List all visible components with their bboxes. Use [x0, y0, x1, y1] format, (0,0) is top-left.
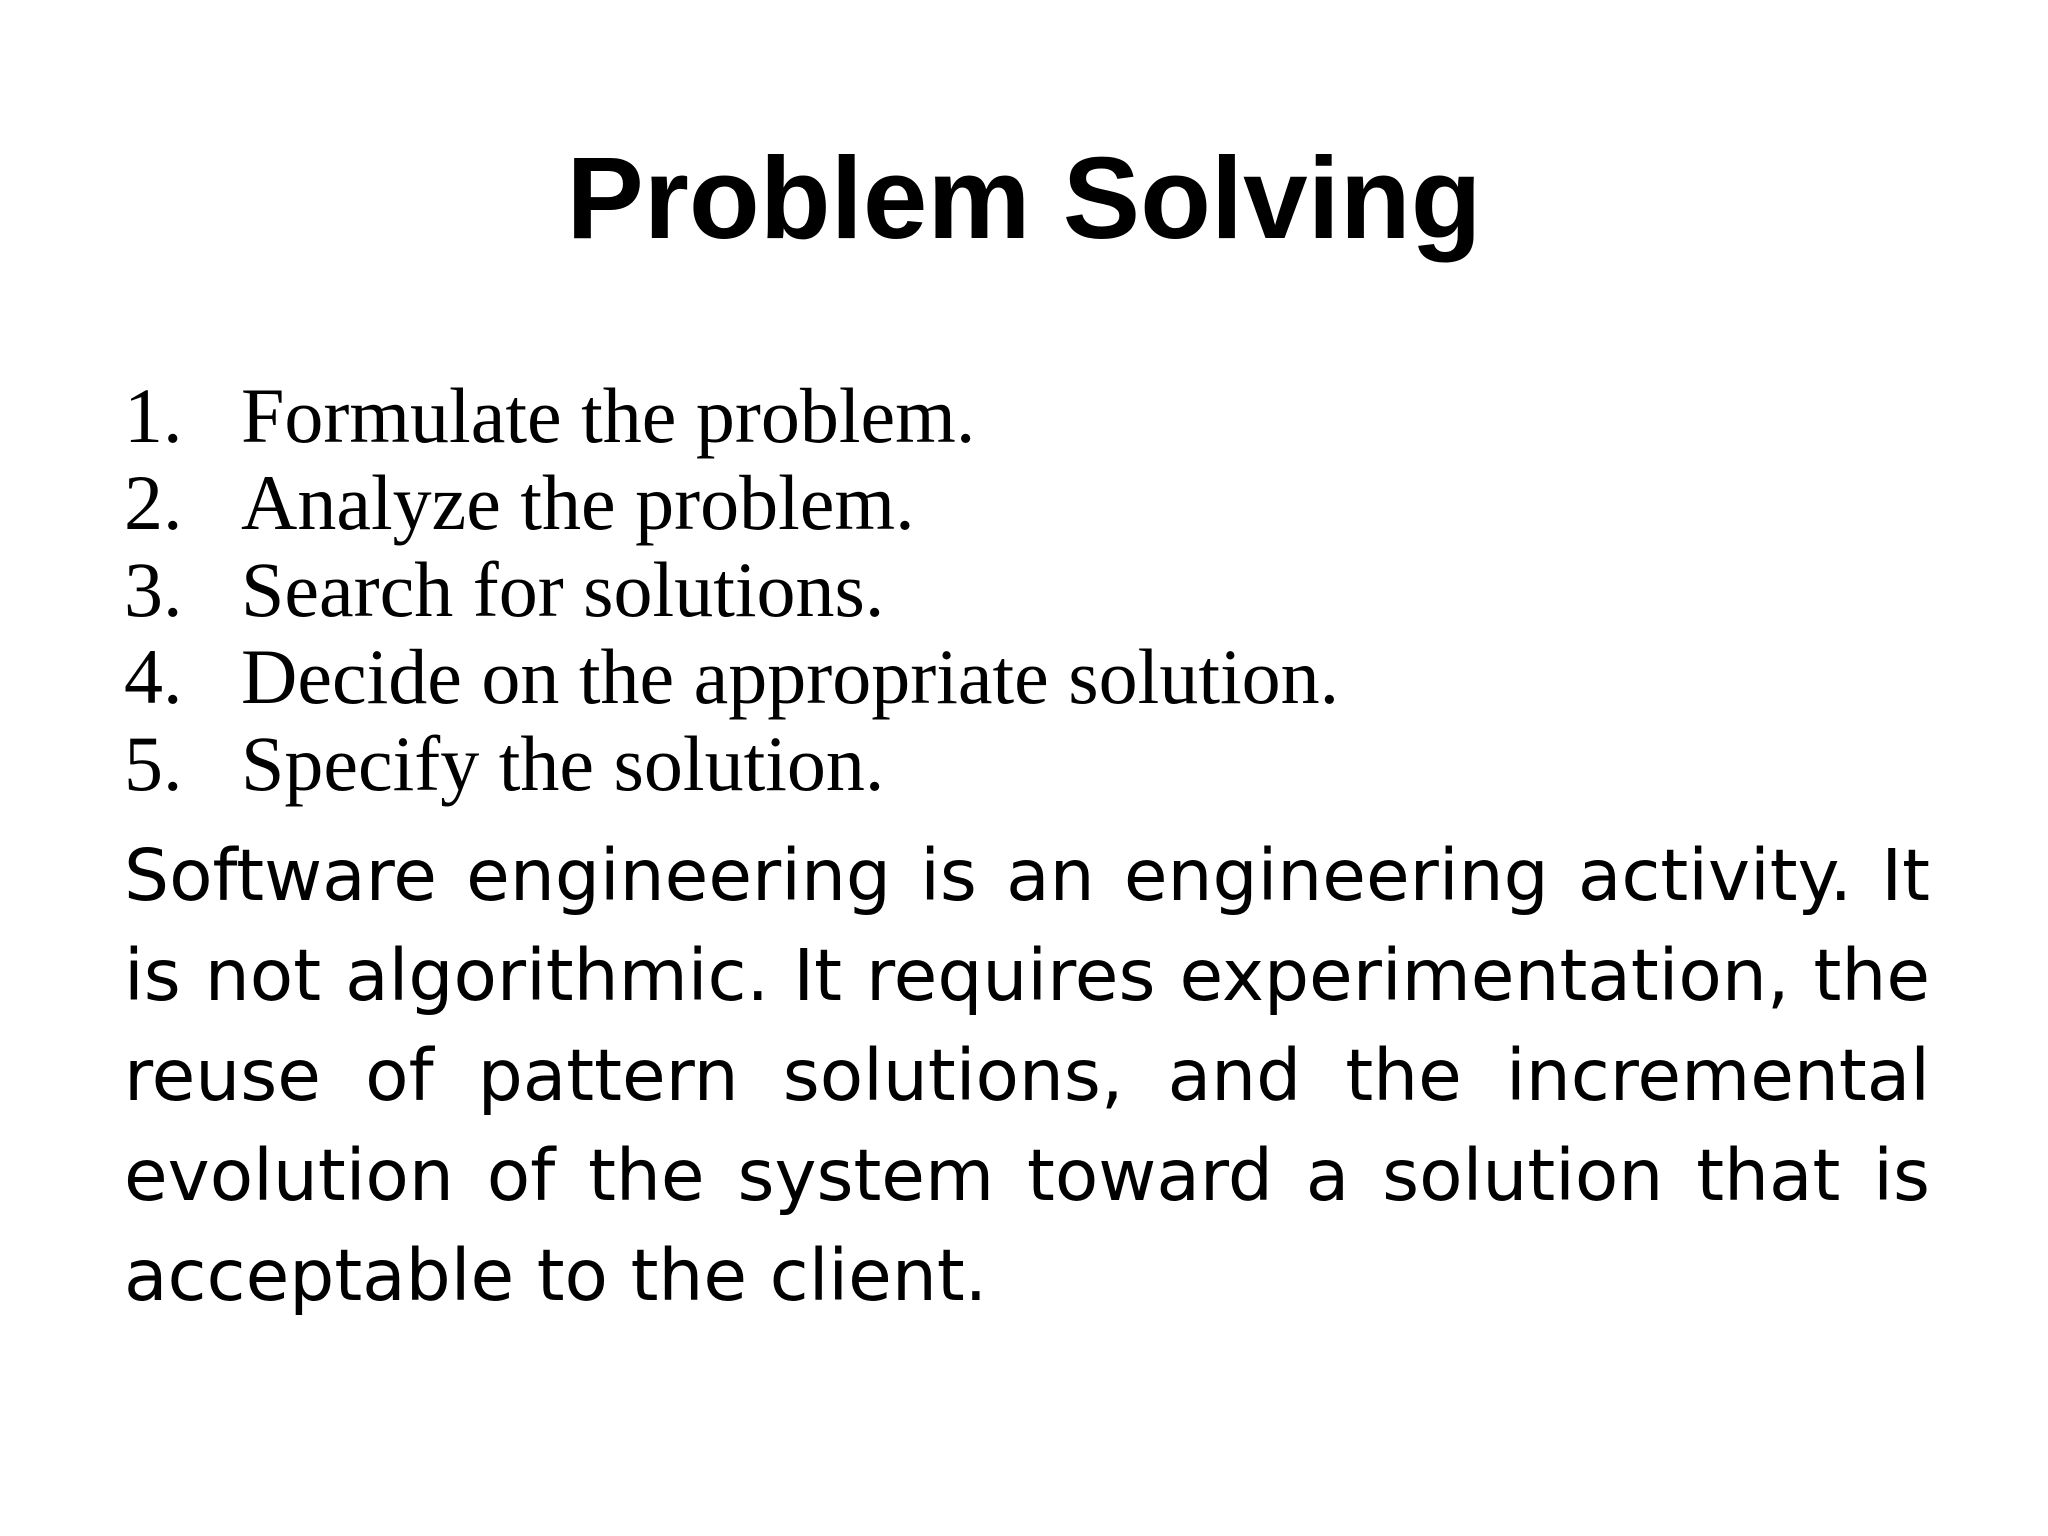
list-item-text: Analyze the problem. — [241, 459, 915, 546]
list-item — [124, 372, 1944, 459]
list-item-number: 3. — [124, 546, 183, 633]
body-paragraph: Software engineering is an engineering activity. It is not algorithmic. It requires experimentation, the reuse of pattern solutions, and the incremental evolution of the system toward a solution that is acceptable to the client. — [124, 834, 1930, 1317]
problem-solving-steps — [124, 372, 1944, 807]
list-item-number: 5. — [124, 720, 183, 807]
list-item-number: 4. — [124, 633, 183, 720]
list-item-text: Specify the solution. — [241, 720, 885, 807]
list-item-text: Decide on the appropriate solution. — [241, 633, 1340, 720]
list-item — [124, 546, 1944, 633]
list-item — [124, 633, 1944, 720]
list-item-number: 2. — [124, 459, 183, 546]
list-item-text: Search for solutions. — [241, 546, 885, 633]
slide-title: Problem Solving — [566, 133, 1482, 263]
list-item — [124, 720, 1944, 807]
list-item-text: Formulate the problem. — [241, 372, 976, 459]
list-item — [124, 459, 1944, 546]
list-item-number: 1. — [124, 372, 183, 459]
